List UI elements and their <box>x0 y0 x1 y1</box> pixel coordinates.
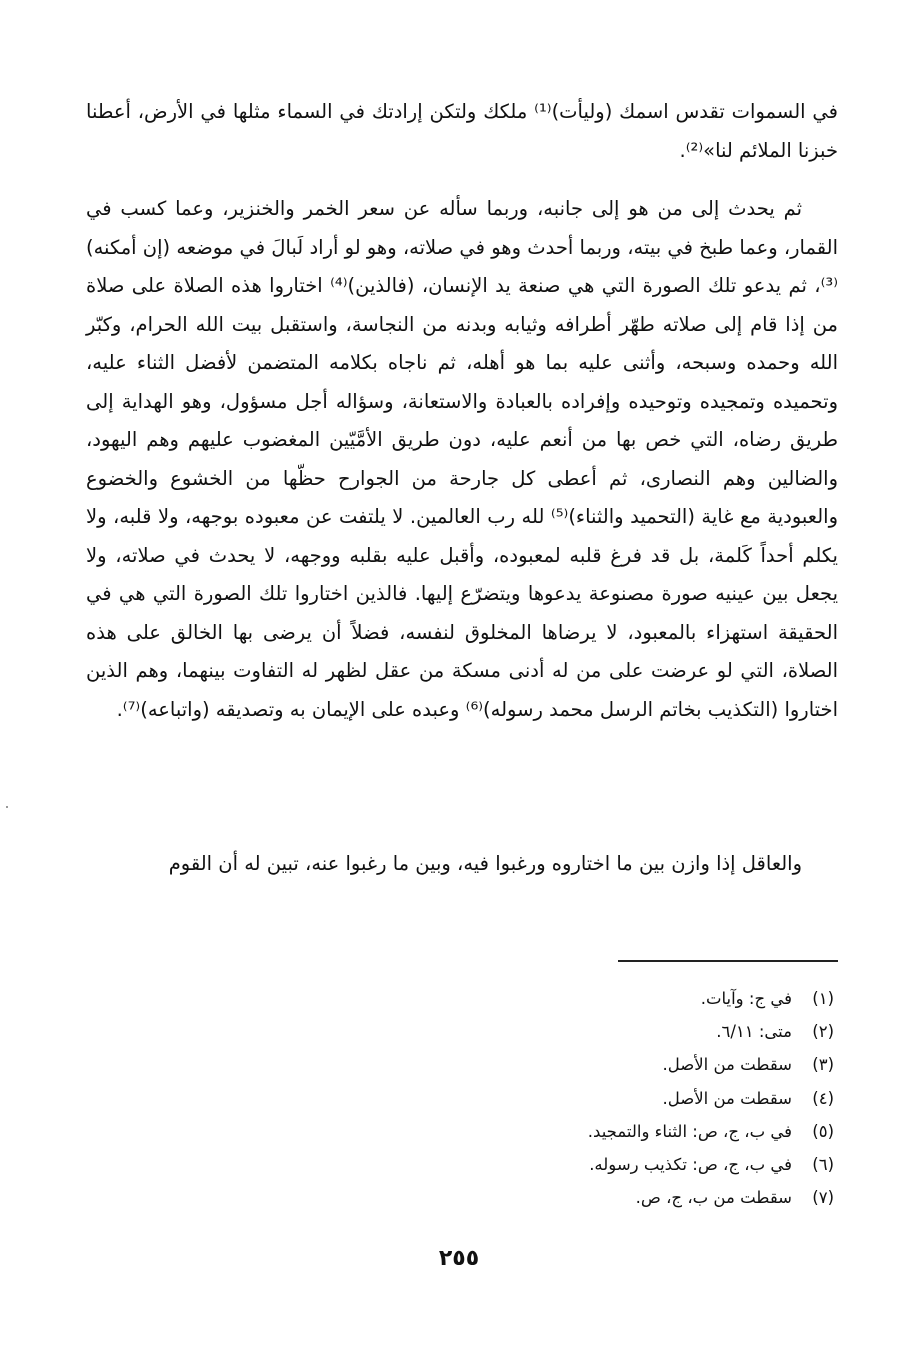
footnote-text: سقطت من ب، ج، ص. <box>635 1188 792 1208</box>
footnote-item <box>414 1082 834 1115</box>
footnote-text: متى: ٦/١١. <box>716 1022 792 1042</box>
paragraph-2 <box>86 190 838 729</box>
footnote-separator <box>618 960 838 962</box>
footnote-number: (٢) <box>812 1022 834 1042</box>
paragraph-1-text: في السموات تقدس اسمك (وليأت)⁽¹⁾ ملكك ولتكن إرادتك في السماء مثلها في الأرض، أعطنا خبزنا الملائم لنا»⁽²⁾. <box>86 100 838 162</box>
scan-speck <box>6 806 8 808</box>
paragraph-2-text: ثم يحدث إلى من هو إلى جانبه، وربما سأله عن سعر الخمر والخنزير، وعما كسب في القمار، وعما طبخ في بيته، وربما أحدث وهو في صلاته، وهو لو أراد لَبالَ في موضعه (إن أمكنه)⁽³⁾، ثم يدعو تلك الصورة التي هي صنعة يد الإنسان، (فالذين)⁽⁴⁾ اختاروا هذه الصلاة على صلاة من إذا قام إلى صلاته طهّر أطرافه وثيابه وبدنه من النجاسة، واستقبل بيت الله الحرام، وكبّر الله وحمده وسبحه، وأثنى عليه بما هو أهله، ثم ناجاه بكلامه المتضمن لأفضل الثناء عليه، وتحميده وتمجيده وتوحيده وإفراده بالعبادة والاستعانة، وسؤاله أجل مسؤول، وهو الهداية إلى طريق رضاه، التي خص بها من أنعم عليه، دون طريق الأمَّيّين المغضوب عليهم وهم اليهود، والضالين وهم النصارى، ثم أعطى كل جارحة من الجوارح حظّها من الخشوع والخضوع والعبودية مع غاية (التحميد والثناء)⁽⁵⁾ لله رب العالمين. لا يلتفت عن معبوده بوجهه، ولا قلبه، ولا يكلم أحداً كَلمة، بل قد فرغ قلبه لمعبوده، وأقبل عليه بقلبه ووجهه، لا يحدث في صلاته، ولا يجعل بين عينيه صورة مصنوعة يدعوها ويتضرّع إليها. فالذين اختاروا تلك الصورة التي هي في الحقيقة استهزاء بالمعبود، لا يرضاها المخلوق لنفسه، فضلاً أن يرضى بها الخالق على هذه الصلاة، التي لو عرضت على من له أدنى مسكة من عقل لظهر له التفاوت بينهما، وهم الذين اختاروا (التكذيب بخاتم الرسل محمد رسوله)⁽⁶⁾ وعبده على الإيمان به وتصديقه (واتباعه)⁽⁷⁾. <box>86 197 838 721</box>
footnote-item <box>414 982 834 1015</box>
footnote-item <box>414 1181 834 1214</box>
paragraph-1 <box>86 93 838 170</box>
footnote-number: (٣) <box>812 1055 834 1075</box>
paragraph-3-text: والعاقل إذا وازن بين ما اختاروه ورغبوا فيه، وبين ما رغبوا عنه، تبين له أن القوم <box>168 852 802 875</box>
paragraph-3 <box>86 845 838 884</box>
footnote-number: (١) <box>812 989 834 1008</box>
footnotes-list <box>414 982 834 1214</box>
footnote-number: (٧) <box>812 1188 834 1208</box>
footnote-text: في ب، ج، ص: تكذيب رسوله. <box>589 1155 792 1175</box>
footnote-item <box>414 1015 834 1048</box>
footnote-item <box>414 1148 834 1181</box>
footnote-text: في ج: وآيات. <box>700 989 792 1008</box>
footnote-text: سقطت من الأصل. <box>662 1088 792 1108</box>
footnote-number: (٥) <box>812 1121 834 1141</box>
footnote-item <box>414 1115 834 1148</box>
page-number: ٢٥٥ <box>438 1246 480 1271</box>
footnote-item <box>414 1048 834 1081</box>
footnote-text: سقطت من الأصل. <box>662 1055 792 1075</box>
footnote-number: (٦) <box>812 1155 834 1175</box>
footnote-number: (٤) <box>812 1088 834 1108</box>
footnote-text: في ب، ج، ص: الثناء والتمجيد. <box>587 1121 792 1141</box>
